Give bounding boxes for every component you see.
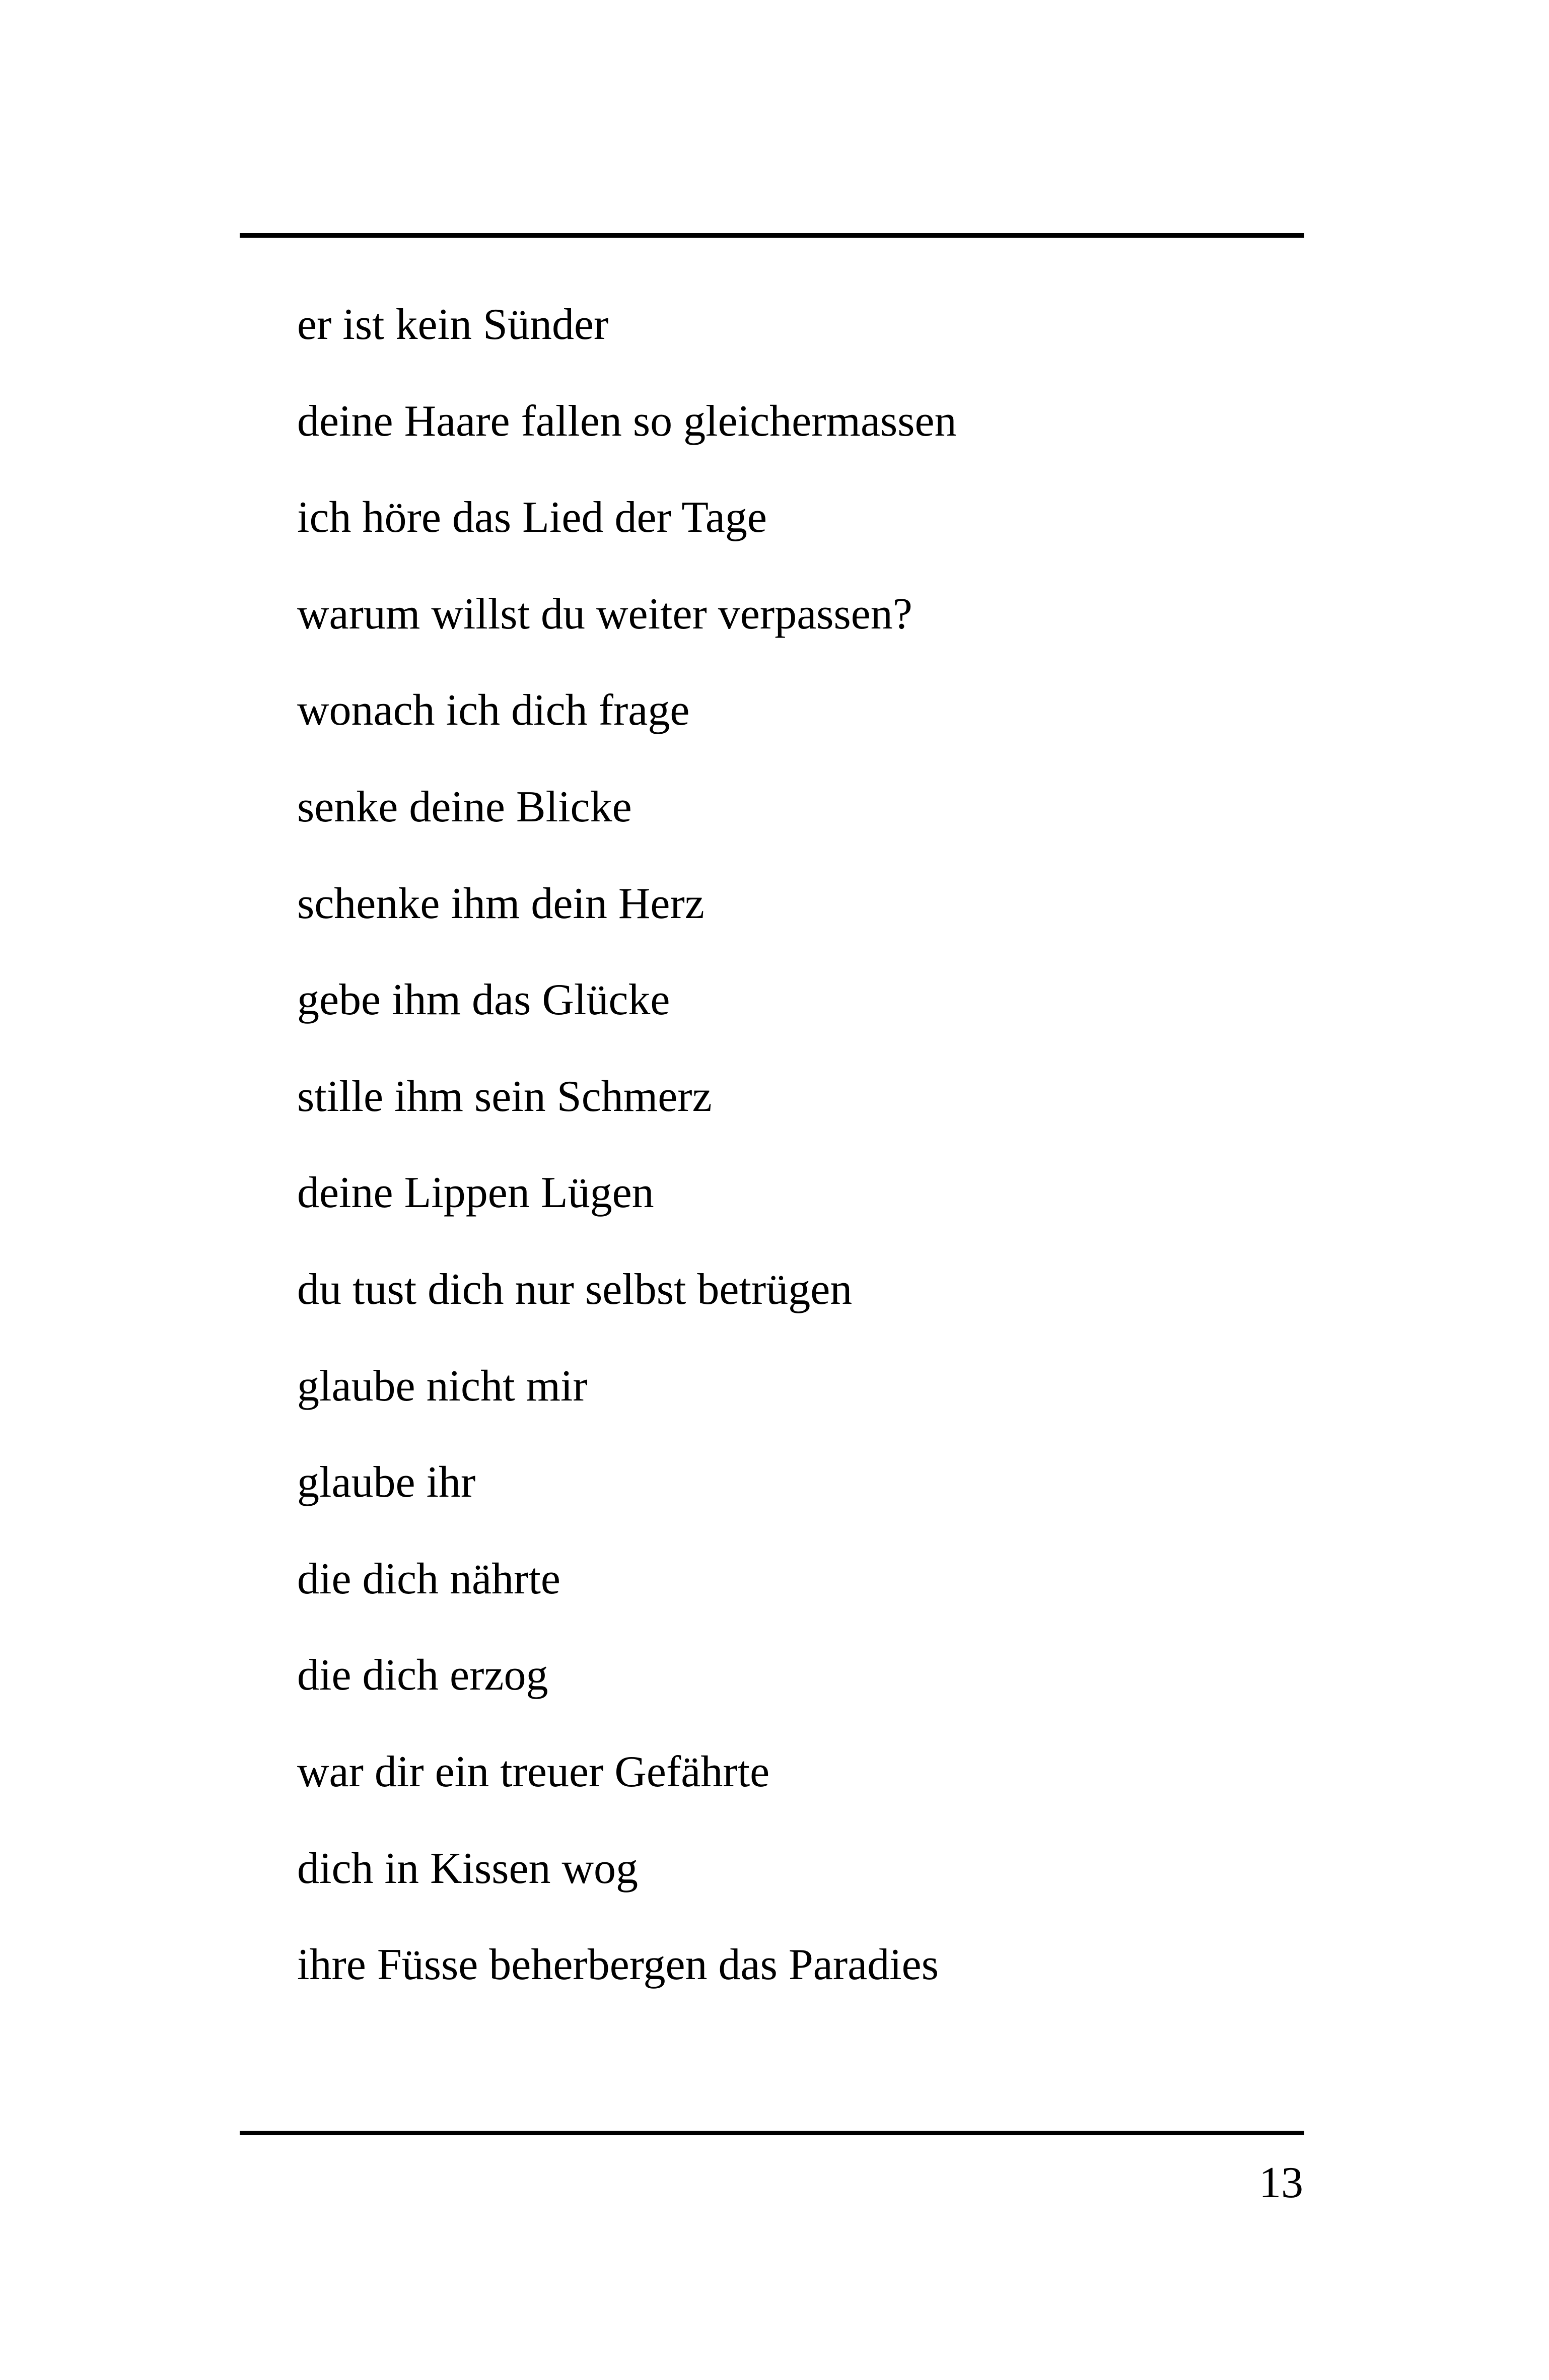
poem-line: du tust dich nur selbst betrügen: [297, 1265, 853, 1314]
poem-line: schenke ihm dein Herz: [297, 879, 705, 928]
poem-line: er ist kein Sünder: [297, 300, 609, 349]
poem-line: glaube ihr: [297, 1458, 476, 1507]
poem-line: die dich erzog: [297, 1651, 548, 1700]
poem-line: wonach ich dich frage: [297, 686, 690, 735]
bottom-rule: [240, 2131, 1304, 2135]
poem-body: [297, 295, 957, 2032]
poem-line: war dir ein treuer Gefährte: [297, 1747, 770, 1796]
poem-line: dich in Kissen wog: [297, 1844, 639, 1893]
poem-line: gebe ihm das Glücke: [297, 975, 670, 1025]
poem-line: glaube nicht mir: [297, 1361, 588, 1411]
poem-line: ihre Füsse beherbergen das Paradies: [297, 1940, 939, 1990]
top-rule: [240, 233, 1304, 238]
poem-line: die dich nährte: [297, 1554, 560, 1603]
poem-line: senke deine Blicke: [297, 782, 632, 831]
poem-line: deine Haare fallen so gleichermassen: [297, 396, 957, 446]
poem-line: deine Lippen Lügen: [297, 1168, 654, 1218]
page-number: 13: [1259, 2158, 1303, 2207]
poem-line: warum willst du weiter verpassen?: [297, 589, 912, 639]
poem-line: stille ihm sein Schmerz: [297, 1072, 712, 1121]
poem-line: ich höre das Lied der Tage: [297, 493, 767, 542]
